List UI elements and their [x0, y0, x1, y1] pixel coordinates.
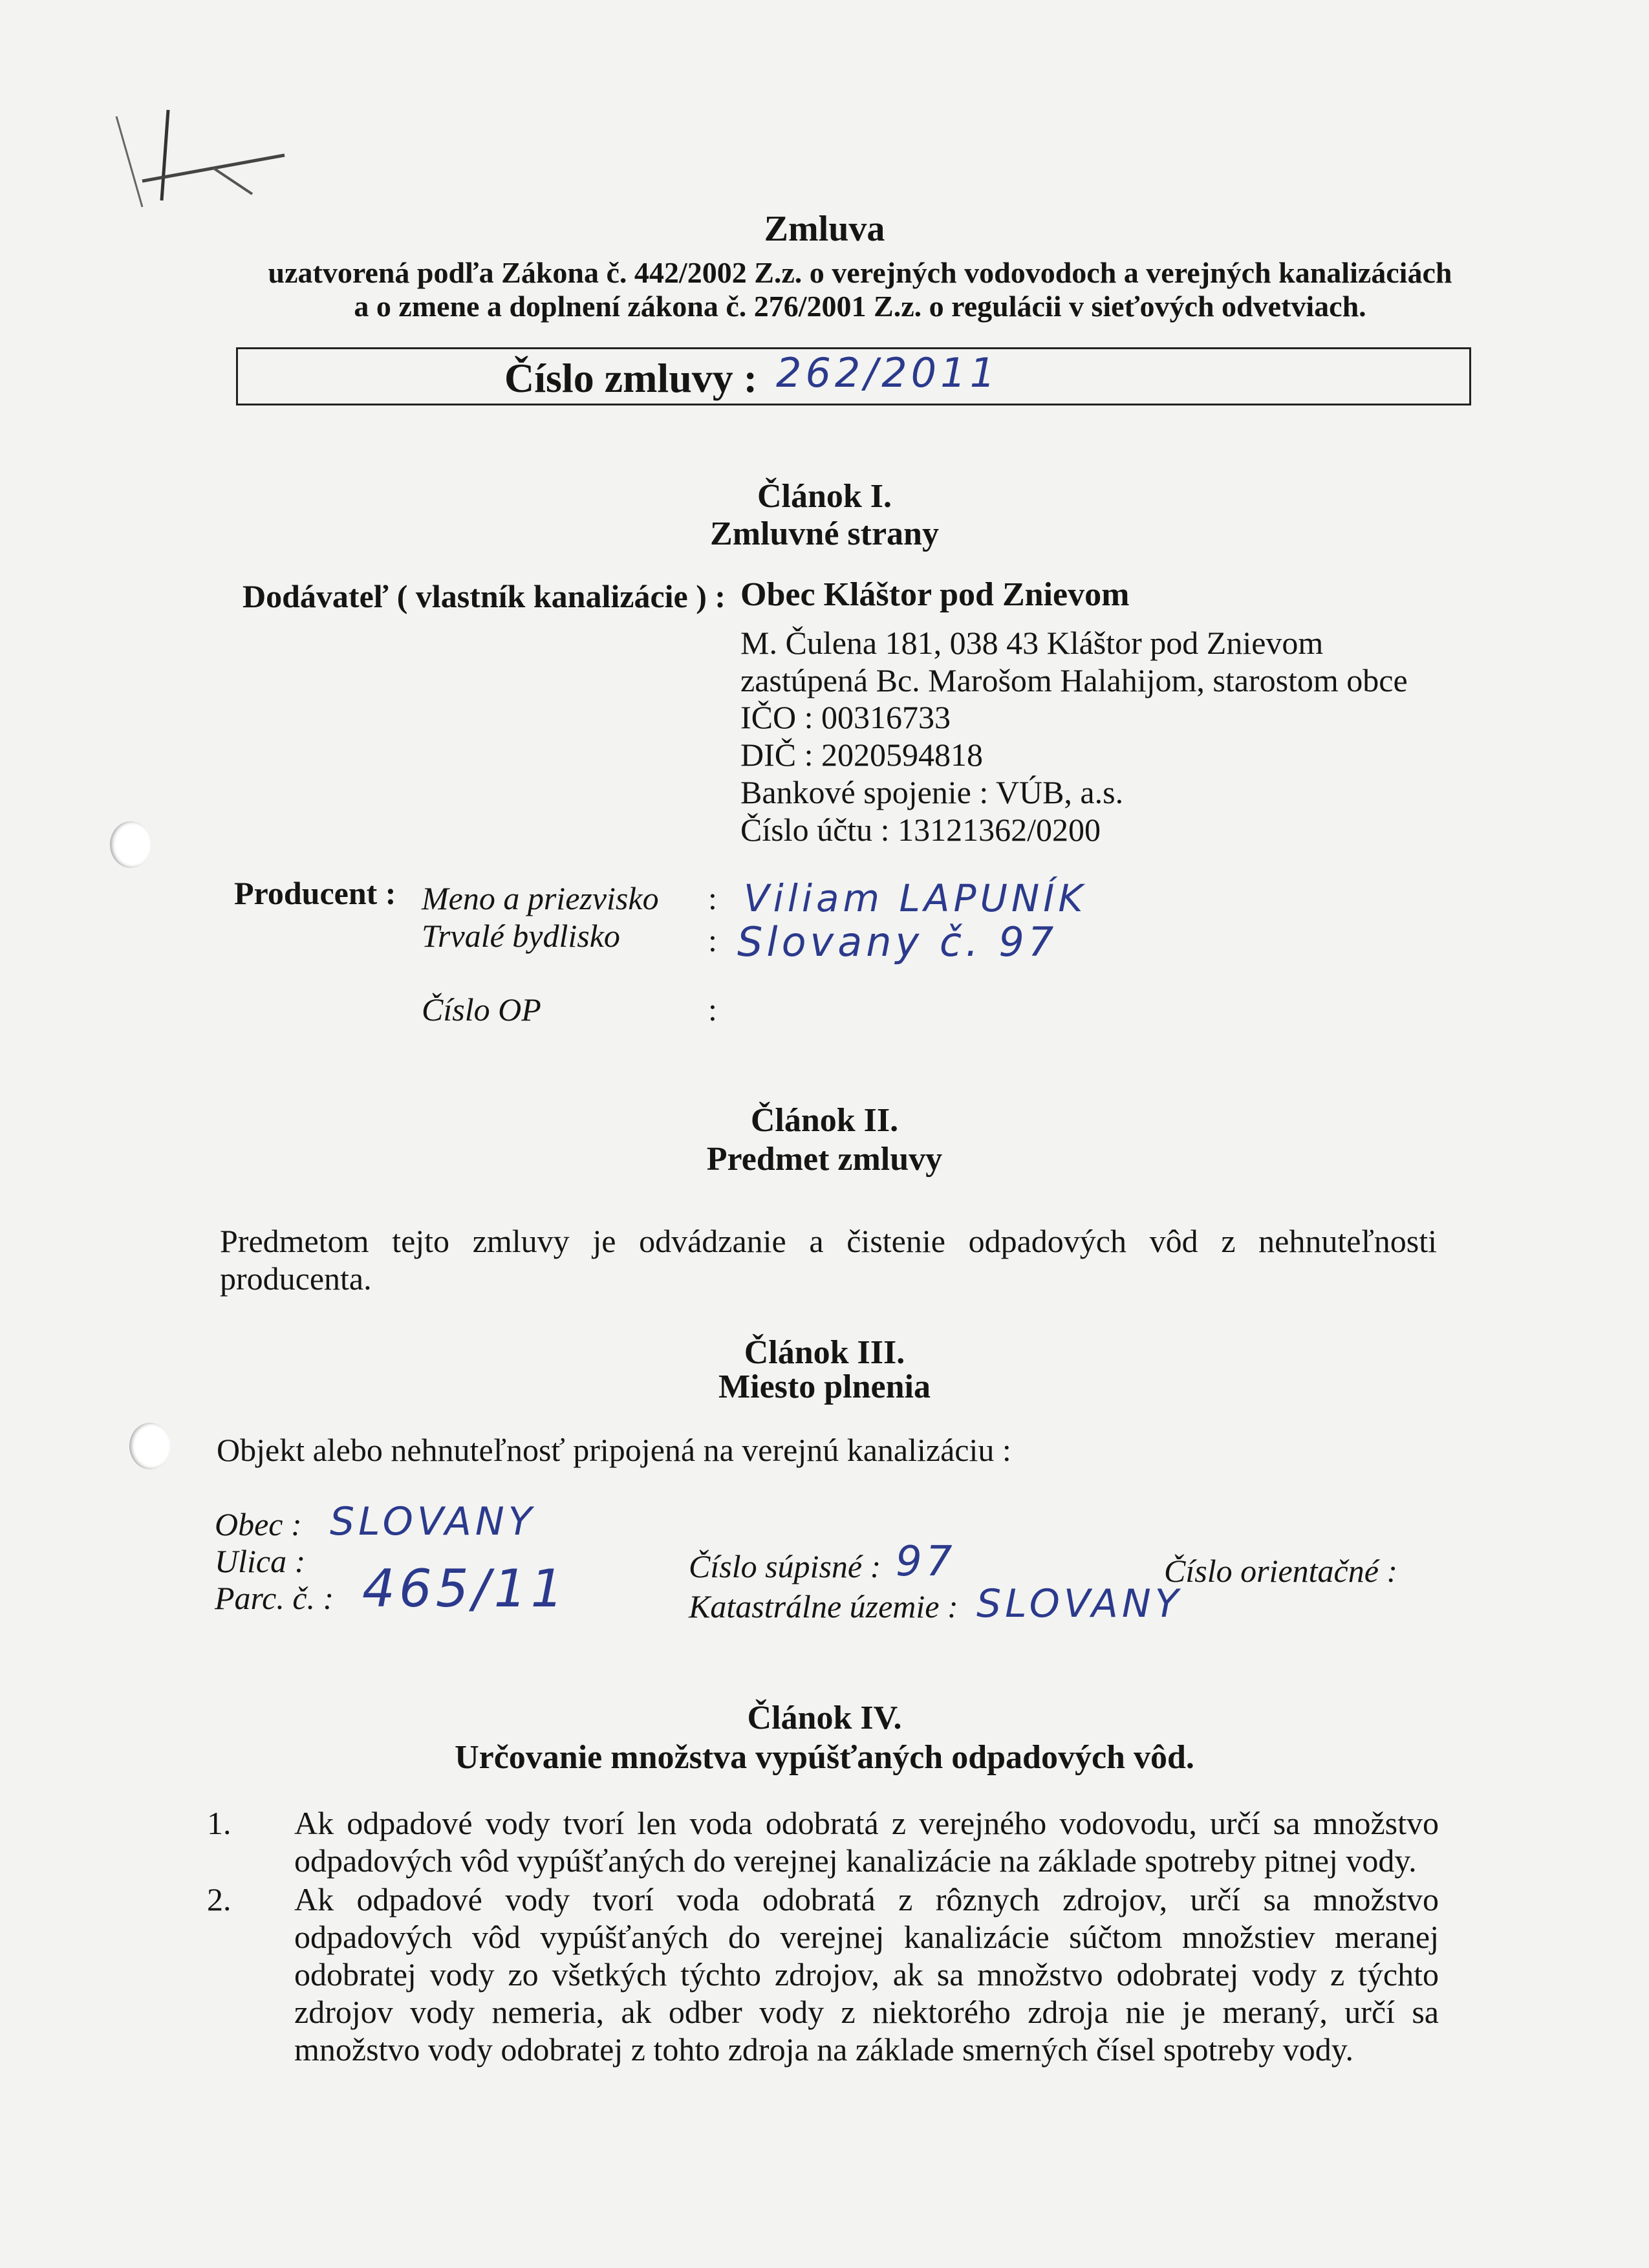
- article4-item1-number: 1.: [207, 1805, 232, 1841]
- article4-item2-line5: množstvo vody odobratej z tohto zdroja na základe smerných čísel spotreby vody.: [294, 2031, 1353, 2068]
- producer-label: Producent :: [234, 875, 396, 911]
- article4-item1-line1: Ak odpadové vody tvorí len voda odobratá z verejného vodovodu, určí sa množstvo: [294, 1805, 1439, 1841]
- contract-number-label: Číslo zmluvy :: [504, 355, 758, 401]
- supplier-representative: zastúpená Bc. Marošom Halahijom, starostom obce: [740, 662, 1408, 698]
- staple-mark: [103, 97, 297, 226]
- contract-number-value: 262/2011: [776, 349, 1000, 396]
- katastralne-value: SLOVANY: [976, 1581, 1183, 1626]
- supplier-ico: IČO : 00316733: [740, 699, 951, 735]
- producer-address-label: Trvalé bydlisko: [422, 918, 620, 954]
- supplier-account: Číslo účtu : 13121362/0200: [740, 812, 1101, 848]
- parc-label: Parc. č. :: [215, 1580, 334, 1616]
- article1-title: Zmluvné strany: [710, 515, 939, 552]
- article2-number: Článok II.: [750, 1102, 899, 1139]
- punch-hole-bottom: [129, 1423, 171, 1469]
- article3-number: Článok III.: [744, 1334, 905, 1371]
- cislo-supisne-value: 97: [896, 1538, 956, 1586]
- producer-name-value: Viliam LAPUNÍK: [744, 876, 1087, 920]
- supplier-address: M. Čulena 181, 038 43 Kláštor pod Znievom: [740, 625, 1324, 661]
- document-subtitle-line2: a o zmene a doplnení zákona č. 276/2001 Z.z. o regulácii v sieťových odvetviach.: [354, 290, 1366, 323]
- article4-item2-line3: odobratej vody zo všetkých týchto zdrojov, ak sa množstvo odobratej vody z týchto: [294, 1956, 1439, 1993]
- producer-name-label: Meno a priezvisko: [422, 880, 659, 916]
- punch-hole-top: [110, 821, 151, 868]
- cislo-supisne-label: Číslo súpisné :: [689, 1548, 881, 1584]
- article2-title: Predmet zmluvy: [706, 1141, 943, 1178]
- producer-address-colon: :: [708, 922, 717, 958]
- article3-intro: Objekt alebo nehnuteľnosť pripojená na verejnú kanalizáciu :: [217, 1432, 1011, 1468]
- document-title: Zmluva: [764, 209, 885, 249]
- article4-item1-line2: odpadových vôd vypúšťaných do verejnej kanalizácie na základe spotreby pitnej vody.: [294, 1842, 1417, 1879]
- article4-number: Článok IV.: [747, 1700, 902, 1736]
- article4-item2-line1: Ak odpadové vody tvorí voda odobratá z rôznych zdrojov, určí sa množstvo: [294, 1881, 1439, 1917]
- cislo-orientacne-label: Číslo orientačné :: [1164, 1553, 1398, 1589]
- article4-item2-line2: odpadových vôd vypúšťaných do verejnej kanalizácie súčtom množstiev meranej: [294, 1919, 1439, 1955]
- supplier-name: Obec Kláštor pod Znievom: [740, 576, 1130, 613]
- producer-id-label: Číslo OP: [422, 991, 541, 1028]
- producer-id-colon: :: [708, 991, 717, 1028]
- article1-number: Článok I.: [757, 478, 892, 515]
- producer-name-colon: :: [708, 880, 717, 916]
- document-subtitle-line1: uzatvorená podľa Zákona č. 442/2002 Z.z. o verejných vodovodoch a verejných kanalizáciách: [268, 256, 1452, 289]
- article2-text-line2: producenta.: [220, 1260, 372, 1297]
- article2-text-line1: Predmetom tejto zmluvy je odvádzanie a čistenie odpadových vôd z nehnuteľnosti: [220, 1223, 1437, 1259]
- article4-item2-number: 2.: [207, 1881, 232, 1917]
- supplier-dic: DIČ : 2020594818: [740, 737, 983, 773]
- supplier-label: Dodávateľ ( vlastník kanalizácie ) :: [242, 578, 726, 614]
- parc-value: 465/11: [362, 1559, 568, 1619]
- producer-address-value: Slovany č. 97: [737, 918, 1058, 966]
- obec-value: SLOVANY: [330, 1499, 536, 1544]
- supplier-bank: Bankové spojenie : VÚB, a.s.: [740, 774, 1124, 810]
- obec-label: Obec :: [215, 1506, 302, 1542]
- katastralne-label: Katastrálne územie :: [689, 1588, 958, 1625]
- ulica-label: Ulica :: [215, 1543, 306, 1579]
- article3-title: Miesto plnenia: [718, 1368, 931, 1405]
- article4-item2-line4: zdrojov vody nemeria, ak odber vody z niektorého zdroja nie je meraný, určí sa: [294, 1994, 1439, 2030]
- article4-title: Určovanie množstva vypúšťaných odpadových vôd.: [455, 1739, 1194, 1776]
